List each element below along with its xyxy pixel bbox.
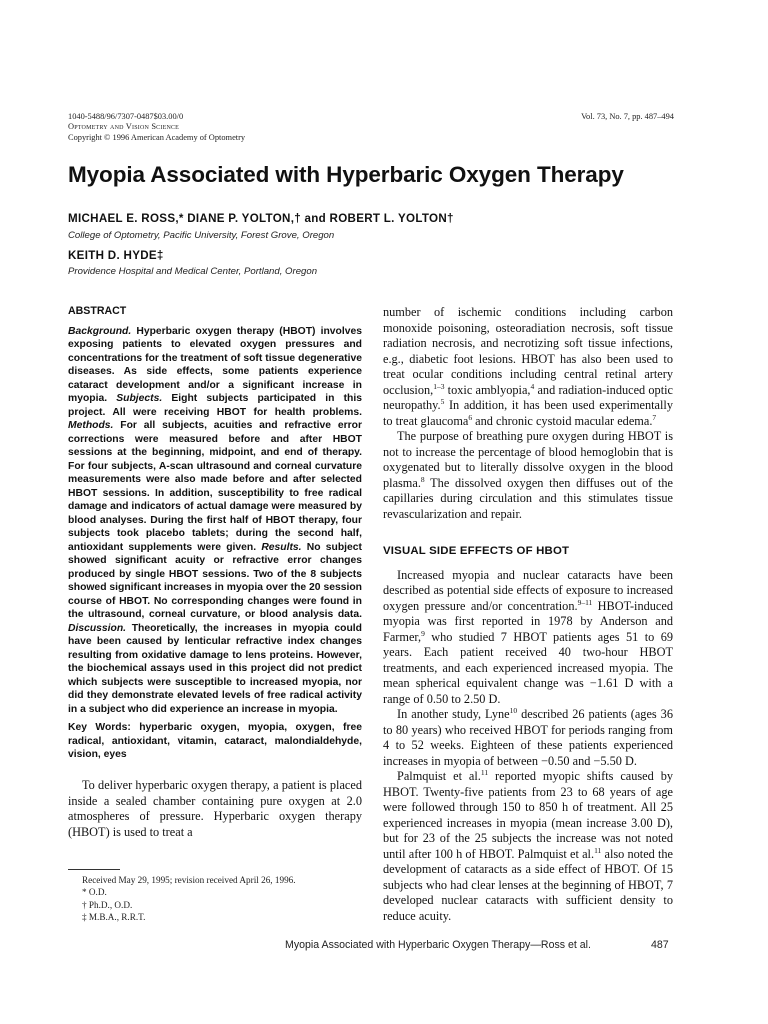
page-number: 487 [651, 939, 669, 951]
article-title: Myopia Associated with Hyperbaric Oxygen Therapy [68, 162, 624, 187]
keywords: Key Words: hyperbaric oxygen, myopia, oxygen, free radical, antioxidant, vitamin, cataract, malondialdehyde, vision, eyes [68, 722, 362, 760]
abstract-heading: ABSTRACT [68, 305, 127, 317]
footnote: * O.D. [82, 887, 107, 898]
results-label: Results. [261, 541, 302, 553]
author-line-2: KEITH D. HYDE‡ [68, 249, 164, 262]
running-footer: Myopia Associated with Hyperbaric Oxygen Therapy—Ross et al. [285, 939, 591, 951]
footnote: † Ph.D., O.D. [82, 899, 133, 910]
copyright-line: Copyright © 1996 American Academy of Optometry [68, 132, 246, 142]
body-paragraph: number of ischemic conditions including carbon monoxide poisoning, osteoradiation necrosis, soft tissue radiation necrosis, and necrotizing soft tissue infections, e.g., diabetic foot lesions. HBOT has also been used to treat ocular conditions including central retinal artery occlusion,$^{1-3}$ toxic amblyopia,$^4$ and radiation-induced optic neuropathy.$^5$ In addition, it has been used experimentally to treat glaucoma$^6$ and chronic cystoid macular edema.$^7$ [383, 305, 673, 428]
footnote-divider [68, 869, 120, 870]
abstract-body: Background. Hyperbaric oxygen therapy (HBOT) involves exposing patients to elevated oxygen pressures and concentrations for the treatment of soft tissue degenerative diseases. As side effects, some patients experience cataract development and/or a significant increase in myopia. Subjects. Eight subjects participated in this project. All were receiving HBOT for health problems. Methods. For all subjects, acuities and refractive error corrections were measured before and after HBOT sessions at the beginning, midpoint, and end of therapy. For four subjects, A-scan ultrasound and corneal curvature measurements were also made before and after selected HBOT sessions. In addition, susceptibility to free radical damage and indicators of actual damage were measured by blood analyses. During the first half of HBOT therapy, four subjects took placebo tablets; during the second half, antioxidant supplements were given. Results. No subject showed significant acuity or refractive error changes produced by single HBOT sessions. Two of the 8 subjects showed significant increases in myopia over the 20 session course of HBOT. No corresponding changes were found in the ultrasound, corneal curvature, or blood analysis data. Discussion. Theoretically, the increases in myopia could have been caused by lenticular refractive index changes resulting from oxidative damage to lens proteins. However, the biochemical assays used in this project did not predict which subjects were susceptible to increased myopia, nor did they demonstrate elevated levels of free radical activity in a subject who did experience an increase in myopia. [68, 325, 362, 715]
background-label: Background. [68, 325, 132, 337]
body-paragraph: Increased myopia and nuclear cataracts have been described as potential side effects of exposure to increased oxygen pressure and/or concentration.$^{9-11}$ HBOT-induced myopia was first reported in 1978 by Anderson and Farmer,$^9$ who studied 7 HBOT patients ages 51 to 69 years. Each patient received 40 two-hour HBOT treatments, and each experienced increased myopia. The mean spherical equivalent change was −1.61 D with a range of 0.50 to 2.50 D. [383, 567, 673, 706]
intro-paragraph: To deliver hyperbaric oxygen therapy, a patient is placed inside a sealed chamber containing pure oxygen at 2.0 atmospheres of pressure. Hyperbaric oxygen therapy (HBOT) is used to treat a [68, 778, 362, 839]
author-line-1: MICHAEL E. ROSS,* DIANE P. YOLTON,† and ROBERT L. YOLTON† [68, 212, 454, 225]
volume-info: Vol. 73, No. 7, pp. 487–494 [581, 112, 674, 121]
body-paragraph: In another study, Lyne$^{10}$ described 26 patients (ages 36 to 80 years) who received HBOT for periods ranging from 4 to 52 weeks. Eighteen of these patients experienced increases in myopia of between −0.50 and −5.50 D. [383, 705, 673, 768]
body-paragraph: The purpose of breathing pure oxygen during HBOT is not to increase the percentage of blood hemoglobin that is oxygenated but to literally dissolve oxygen in the blood plasma.$^8$ The dissolved oxygen then diffuses out of the capillaries during circulation and this stimulates tissue revascularization and repair. [383, 429, 673, 521]
methods-label: Methods. [68, 420, 114, 431]
journal-header-info [68, 112, 245, 143]
affiliation-1: College of Optometry, Pacific University, Forest Grove, Oregon [68, 230, 335, 241]
body-paragraph: Palmquist et al.$^{11}$ reported myopic shifts caused by HBOT. Twenty-five patients from 23 to 68 years of age were followed through 150 to 850 h of treatment. All 25 experienced increases in myopia (mean increase 3.00 D), but for 23 of the 25 subjects the increase was not noted until after 100 h of HBOT. Palmquist et al.$^{11}$ also noted the development of cataracts as a side effect of HBOT. Of 15 subjects who had clear lenses at the beginning of HBOT, 7 developed nuclear cataracts with sufficient density to reduce acuity. [383, 767, 674, 923]
subjects-label: Subjects. [116, 393, 163, 404]
affiliation-2: Providence Hospital and Medical Center, Portland, Oregon [68, 266, 318, 277]
article-code: 1040-5488/96/7307-0487$03.00/0 [68, 112, 184, 121]
footnotes [82, 874, 296, 923]
section-heading: VISUAL SIDE EFFECTS OF HBOT [383, 545, 570, 557]
discussion-label: Discussion. [68, 622, 127, 634]
footnote: ‡ M.B.A., R.R.T. [82, 911, 146, 922]
journal-name: Optometry and Vision Science [68, 122, 180, 132]
abstract [68, 305, 362, 762]
right-column [383, 305, 673, 924]
received-date: Received May 29, 1995; revision received April 26, 1996. [82, 875, 296, 885]
